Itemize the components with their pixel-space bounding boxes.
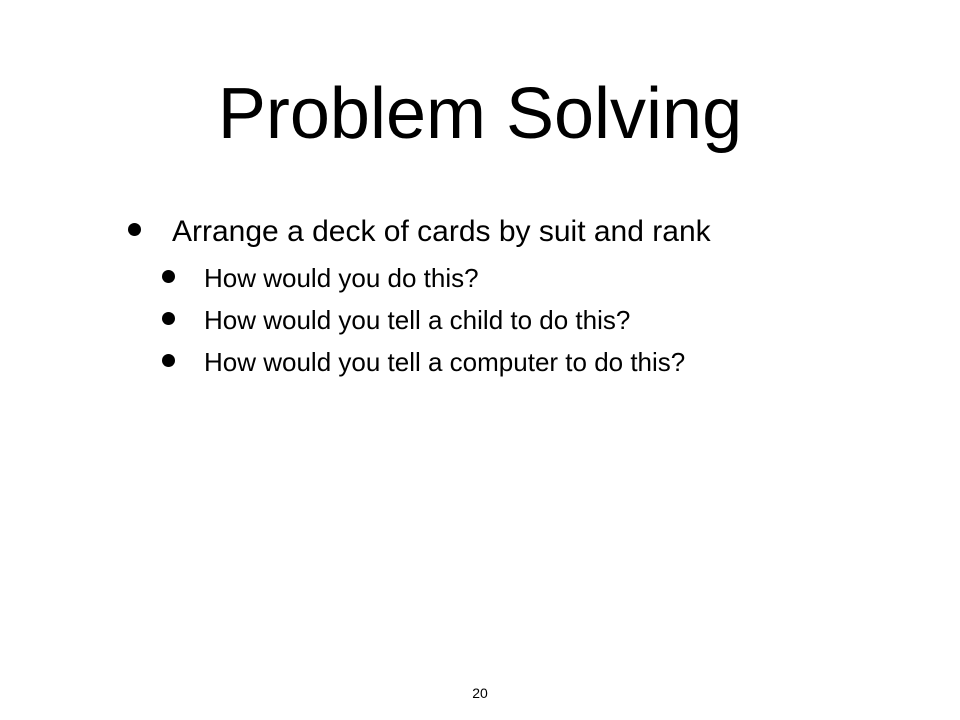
sub-bullet-text: How would you tell a child to do this? (204, 305, 631, 335)
sub-bullet-text: How would you do this? (204, 263, 479, 293)
bullet-dot-icon (162, 312, 175, 325)
slide-title: Problem Solving (217, 74, 743, 154)
bullet-dot-icon (128, 223, 141, 236)
bullet-dot-icon (162, 354, 175, 367)
sub-bullet-text: How would you tell a computer to do this? (204, 347, 686, 377)
sub-bullet-item-how-you (120, 262, 880, 294)
sub-bullet-group (120, 262, 880, 378)
sub-bullet-item-how-child (120, 304, 880, 336)
bullet-text: Arrange a deck of cards by suit and rank (172, 215, 711, 248)
bullet-dot-icon (162, 270, 175, 283)
bullet-list (120, 206, 880, 378)
bullet-item-arrange-deck (120, 206, 880, 258)
sub-bullet-item-how-computer (120, 346, 880, 378)
page-number: 20 (472, 685, 488, 701)
sub-bullet-list (120, 262, 880, 378)
